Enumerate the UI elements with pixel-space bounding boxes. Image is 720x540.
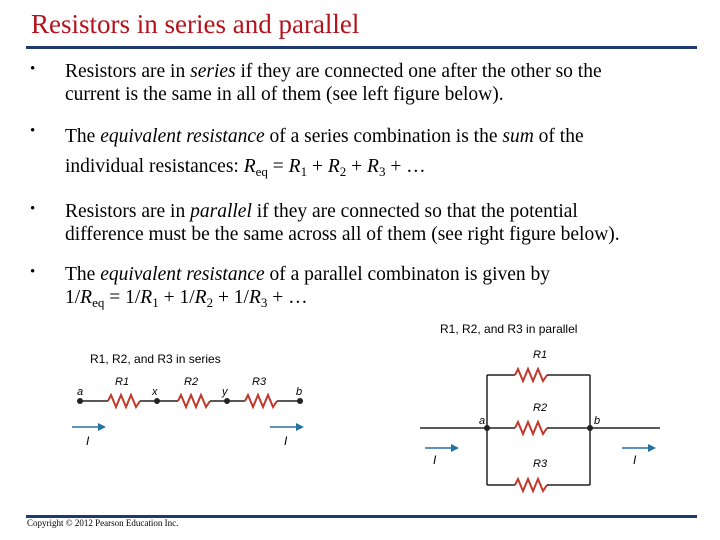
slide-title: Resistors in series and parallel bbox=[31, 9, 360, 39]
resistor-label-r2: R2 bbox=[533, 402, 548, 414]
node-label-b: b bbox=[296, 386, 303, 398]
resistor-r3 bbox=[515, 479, 547, 491]
resistor-r1 bbox=[108, 395, 140, 407]
current-label-right: I bbox=[633, 453, 637, 467]
arrowhead bbox=[98, 423, 106, 431]
arrowhead bbox=[296, 423, 304, 431]
bullet-dot: • bbox=[30, 61, 36, 77]
node-label-a: a bbox=[77, 386, 84, 398]
node-b bbox=[587, 425, 593, 431]
current-label-left: I bbox=[86, 434, 90, 448]
parallel-figure-caption: R1, R2, and R3 in parallel bbox=[440, 322, 578, 336]
node-label-b: b bbox=[594, 415, 601, 427]
node-b bbox=[297, 398, 303, 404]
arrowhead bbox=[451, 444, 459, 452]
bullet-text: The equivalent resistance of a series combination is the sum of the individual resistances: $R_{eq} = R_1 + R_2 + R_3$ + … bbox=[65, 126, 584, 179]
copyright-notice: Copyright © 2012 Pearson Education Inc. bbox=[27, 518, 179, 528]
resistor-label-r2: R2 bbox=[184, 376, 199, 388]
resistor-label-r3: R3 bbox=[533, 458, 548, 470]
node-label-y: y bbox=[222, 386, 228, 398]
resistor-label-r1: R1 bbox=[115, 376, 130, 388]
resistor-label-r3: R3 bbox=[252, 376, 267, 388]
node-a bbox=[77, 398, 83, 404]
current-label-left: I bbox=[433, 453, 437, 467]
bullet-dot: • bbox=[30, 264, 36, 280]
current-label-right: I bbox=[284, 434, 288, 448]
node-y bbox=[224, 398, 230, 404]
bullet-text: Resistors are in parallel if they are connected so that the potential difference must be the same across all of them (see right figure below). bbox=[65, 201, 620, 245]
resistor-r2 bbox=[515, 422, 547, 434]
series-circuit-figure bbox=[60, 335, 320, 455]
node-label-a: a bbox=[479, 415, 486, 427]
resistor-r2 bbox=[178, 395, 210, 407]
bullet-text: Resistors are in series if they are connected one after the other so the current is the same in all of them (see left figure below). bbox=[65, 61, 602, 105]
parallel-circuit-figure bbox=[415, 318, 665, 498]
series-figure-caption: R1, R2, and R3 in series bbox=[90, 352, 221, 366]
resistor-r3 bbox=[245, 395, 277, 407]
bullet-dot: • bbox=[30, 201, 36, 217]
node-label-x: x bbox=[152, 386, 158, 398]
bullet-text: The equivalent resistance of a parallel combinaton is given by $1/R_{eq} = 1/R_1 + 1/R_2 + 1/R_3$ + … bbox=[65, 264, 551, 310]
resistor-r1 bbox=[515, 369, 547, 381]
node-x bbox=[154, 398, 160, 404]
title-divider bbox=[26, 46, 697, 49]
bullet-dot: • bbox=[30, 123, 36, 139]
arrowhead bbox=[648, 444, 656, 452]
resistor-label-r1: R1 bbox=[533, 349, 548, 361]
